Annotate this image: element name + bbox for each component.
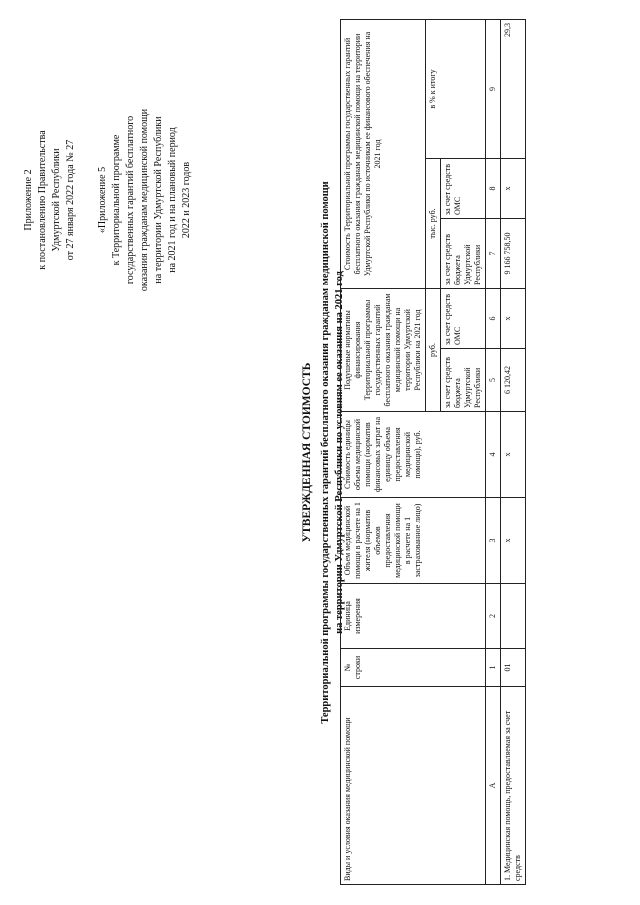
row-unit-cost: х [501,412,526,498]
appendix-5-line: на территории Удмуртской Республики [153,116,164,284]
header-row-no: № строки [341,649,486,687]
table-header-row [341,19,426,884]
numbering-cell: А [486,687,501,885]
appendix-5-line: на 2021 год и на плановый период [167,127,178,273]
row-pc-oms: х [501,289,526,349]
row-pct: 29,3 [501,19,526,158]
header-cost-oms: за счет средств ОМС [441,159,486,219]
table-row [501,19,526,884]
header-unit-cost: Стоимость единицы объема медицинской помощи (норматив финансовых затрат на единицу объема предоставления медицинской помощи), руб. [341,412,486,498]
cost-table [340,19,526,885]
appendix-5-line: «Приложение 5 [97,166,108,234]
numbering-cell: 2 [486,584,501,649]
header-pc-oms: за счет средств ОМС [441,289,486,349]
numbering-cell: 8 [486,159,501,219]
appendix-5-line: оказания гражданам медицинской помощи [139,108,150,292]
header-pc-budget: за счет средств бюджета Удмуртской Республики [441,349,486,412]
header-thous-rub: тыс. руб. [426,159,441,289]
row-name: 1. Медицинская помощь, предоставляемая за счет средств [501,687,526,885]
row-number: 01 [501,649,526,687]
numbering-cell: 5 [486,349,501,412]
header-unit: Единица измерения [341,584,486,649]
row-cost-budget: 9 166 758,50 [501,219,526,289]
header-per-capita: Подушевые нормативы финансирования Территориальной программы государственных гарантий бесплатного оказания гражданам медицинской помощи на территории Удмуртской Республики на 2021 год [341,289,426,412]
numbering-cell: 7 [486,219,501,289]
title-sub-line-1: Территориальной программы государственных гарантий бесплатного оказания гражданам медицинской помощи [320,181,331,724]
numbering-cell: 4 [486,412,501,498]
header-rub: руб. [426,289,441,412]
appendix-2-line: Удмуртской Республики [51,148,62,252]
table-numbering-row [486,19,501,884]
title-main: УТВЕРЖДЕННАЯ СТОИМОСТЬ [301,362,313,543]
appendix-2-line: от 27 января 2022 года № 27 [65,139,76,261]
header-cost: Стоимость Территориальной программы государственных гарантий бесплатного оказания гражданам медицинской помощи на территории Удмуртской Республики по источникам ее финансового обеспечения на 2021 год [341,19,426,288]
appendix-5-header [96,70,194,330]
appendix-2-line: Приложение 2 [23,169,34,231]
row-cost-oms: х [501,159,526,219]
title-sub-line-2: на территории Удмуртской Республики по условиям ее оказания на 2021 год [334,271,345,634]
numbering-cell: 9 [486,19,501,158]
header-pct: в % к итогу [426,19,486,158]
header-volume: Объем медицинской помощи в расчете на 1 жителя (норматив объемов предоставления медицинской помощи в расчете на 1 застрахованное лицо) [341,498,486,584]
row-pc-budget: 6 120,42 [501,349,526,412]
appendix-2-line: к постановлению Правительства [37,130,48,270]
appendix-5-line: к Территориальной программе [111,134,122,266]
header-types: Виды и условия оказания медицинской помощи [341,687,486,885]
appendix-2-header [22,85,78,315]
row-volume: х [501,498,526,584]
numbering-cell: 6 [486,289,501,349]
appendix-5-line: государственных гарантий бесплатного [125,115,136,285]
header-cost-budget: за счет средств бюджета Удмуртской Республики [441,219,486,289]
row-unit [501,584,526,649]
numbering-cell: 1 [486,649,501,687]
numbering-cell: 3 [486,498,501,584]
appendix-5-line: 2022 и 2023 годов [181,161,192,239]
